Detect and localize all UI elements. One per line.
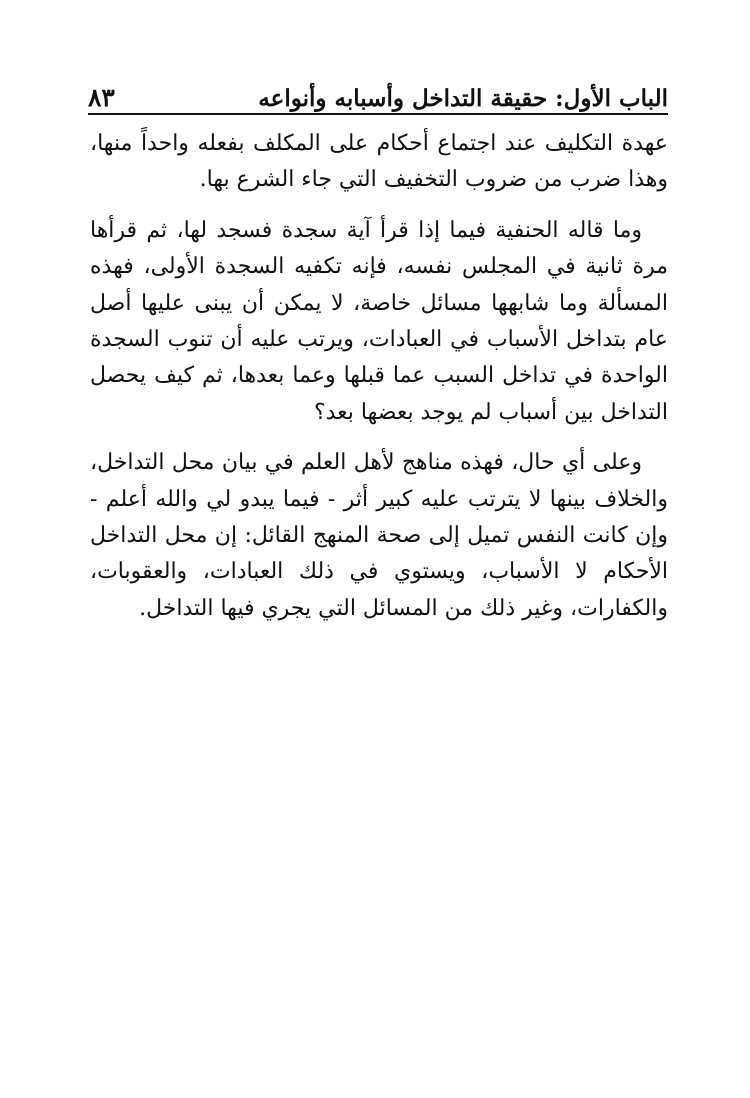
paragraph-continuation: عهدة التكليف عند اجتماع أحكام على المكلف بفعله واحداً منها، وهذا ضرب من ضروب التخفيف التي جاء الشرع بها.	[90, 131, 668, 193]
paragraph-conclusion: وعلى أي حال، فهذه مناهج لأهل العلم في بيان محل التداخل، والخلاف بينها لا يترتب عليه كبير أثر - فيما يبدو لي والله أعلم - وإن كانت النفس تميل إلى صحة المنهج القائل: إن محل التداخل الأحكام لا الأسباب، ويستوي في ذلك العبادات، والعقوبات، والكفارات، وغير ذلك من المسائل التي يجري فيها التداخل.	[90, 450, 668, 621]
chapter-title: الباب الأول: حقيقة التداخل وأسبابه وأنواعه	[258, 85, 668, 112]
paragraph-hanafi-sajda: وما قاله الحنفية فيما إذا قرأ آية سجدة فسجد لها، ثم قرأها مرة ثانية في المجلس نفسه، فإنه تكفيه السجدة الأولى، فهذه المسألة وما شابهها مسائل خاصة، لا يمكن أن يبنى عليها أصل عام بتداخل الأسباب في العبادات، ويرتب عليه أن تنوب السجدة الواحدة في تداخل السبب عما قبلها وعما بعدها، ثم كيف يحصل التداخل بين أسباب لم يوجد بعضها بعد؟	[90, 217, 668, 425]
running-header	[88, 70, 668, 110]
header-rule	[88, 113, 668, 115]
page-number: ٨٣	[88, 83, 115, 112]
body-text	[90, 126, 668, 641]
